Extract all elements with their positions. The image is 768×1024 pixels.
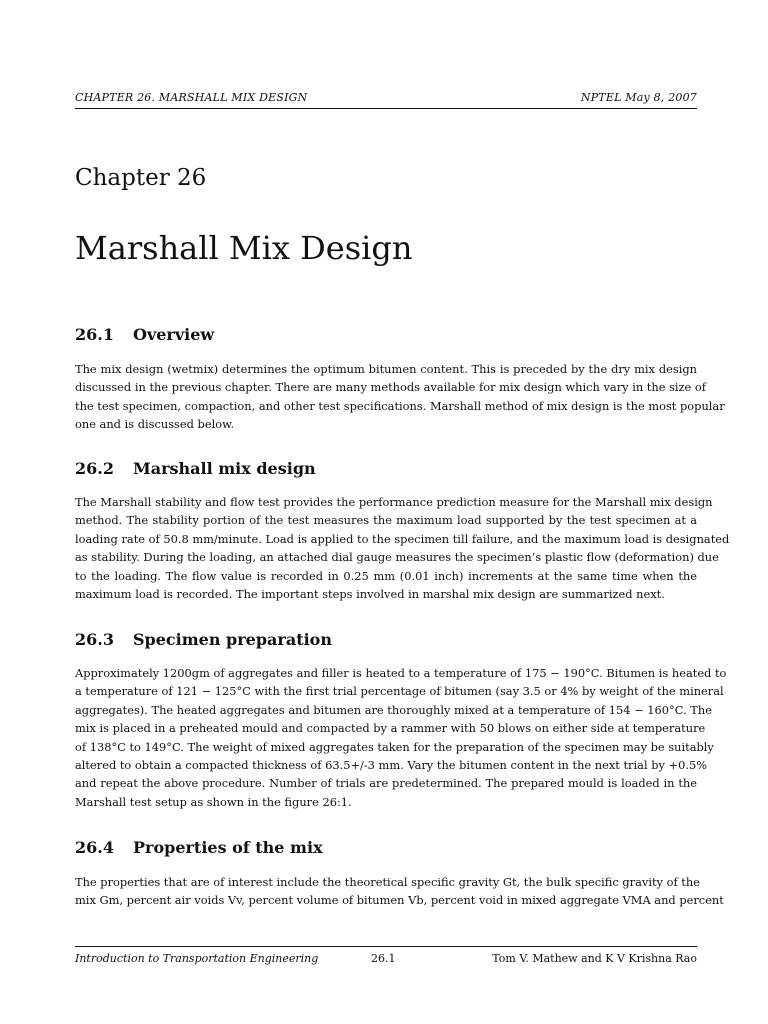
chapter-title: Marshall Mix Design [75, 229, 413, 267]
text-line: altered to obtain a compacted thickness of 63.5+/-3 mm. Vary the bitumen content in the next trial by +0.5% [75, 758, 708, 773]
text-line: aggregates). The heated aggregates and bitumen are thoroughly mixed at a temperature of 154 − 160°C. The [75, 702, 712, 717]
section-heading-specimen-preparation [75, 630, 332, 649]
chapter-label: Chapter 26 [75, 165, 207, 191]
footer-course-title: Introduction to Transportation Engineering [75, 952, 319, 965]
text-line: loading rate of 50.8 mm/minute. Load is applied to the specimen till failure, and the maximum load is designated [75, 531, 730, 546]
text-line: of 138°C to 149°C. The weight of mixed aggregates taken for the preparation of the specimen may be suitably [75, 739, 714, 754]
paragraph-properties-of-the-mix [75, 873, 724, 910]
text-line: mix Gm, percent air voids Vv, percent volume of bitumen Vb, percent void in mixed aggregate VMA and percent [75, 893, 724, 908]
text-line: Approximately 1200gm of aggregates and filler is heated to a temperature of 175 − 190°C. Bitumen is heated to [75, 666, 727, 680]
header-date: NPTEL May 8, 2007 [580, 91, 697, 104]
section-number: 26.2 [75, 459, 114, 478]
running-footer [75, 952, 697, 965]
text-line: The mix design (wetmix) determines the optimum bitumen content. This is preceded by the dry mix design [75, 362, 697, 376]
document-page [75, 0, 730, 1024]
section-heading-marshall-mix-design [75, 459, 316, 478]
text-line: and repeat the above procedure. Number of trials are predetermined. The prepared mould is loaded in the [75, 776, 697, 791]
text-line: maximum load is recorded. The important steps involved in marshal mix design are summarized next. [75, 587, 665, 602]
section-title: Marshall mix design [133, 459, 316, 478]
paragraph-marshall-mix-design [75, 493, 730, 603]
text-line: as stability. During the loading, an attached dial gauge measures the specimen’s plastic flow (deformation) due [75, 550, 719, 565]
footer-authors: Tom V. Mathew and K V Krishna Rao [492, 952, 697, 965]
paragraph-overview [75, 360, 725, 434]
section-number: 26.4 [75, 838, 114, 857]
section-number: 26.3 [75, 630, 114, 649]
section-heading-properties-of-the-mix [75, 838, 323, 857]
text-line: Marshall test setup as shown in the figure 26:1. [75, 794, 352, 809]
text-line: the test specimen, compaction, and other test specifications. Marshall method of mix design is the most popular [75, 398, 725, 413]
section-number: 26.1 [75, 325, 114, 344]
text-line: a temperature of 121 − 125°C with the first trial percentage of bitumen (say 3.5 or 4% by weight of the mineral [75, 684, 724, 699]
header-chapter: CHAPTER 26. MARSHALL MIX DESIGN [75, 91, 308, 104]
running-header [75, 91, 697, 104]
paragraph-specimen-preparation [75, 664, 727, 811]
section-title: Properties of the mix [133, 838, 323, 857]
text-line: method. The stability portion of the test measures the maximum load supported by the test specimen at a [75, 513, 697, 528]
text-line: The properties that are of interest include the theoretical specific gravity Gt, the bulk specific gravity of the [75, 875, 700, 889]
header-rule [75, 108, 697, 109]
text-line: The Marshall stability and flow test provides the performance prediction measure for the Marshall mix design [75, 495, 713, 509]
section-heading-overview [75, 325, 214, 344]
text-line: discussed in the previous chapter. There are many methods available for mix design which vary in the size of [75, 380, 706, 395]
text-line: to the loading. The flow value is recorded in 0.25 mm (0.01 inch) increments at the same time when the [75, 568, 697, 583]
text-line: mix is placed in a preheated mould and compacted by a rammer with 50 blows on either side at temperature [75, 721, 706, 736]
section-title: Specimen preparation [133, 630, 332, 649]
page-number: 26.1 [371, 952, 396, 965]
section-title: Overview [133, 325, 215, 344]
footer-rule [75, 946, 697, 947]
text-line: one and is discussed below. [75, 417, 235, 432]
